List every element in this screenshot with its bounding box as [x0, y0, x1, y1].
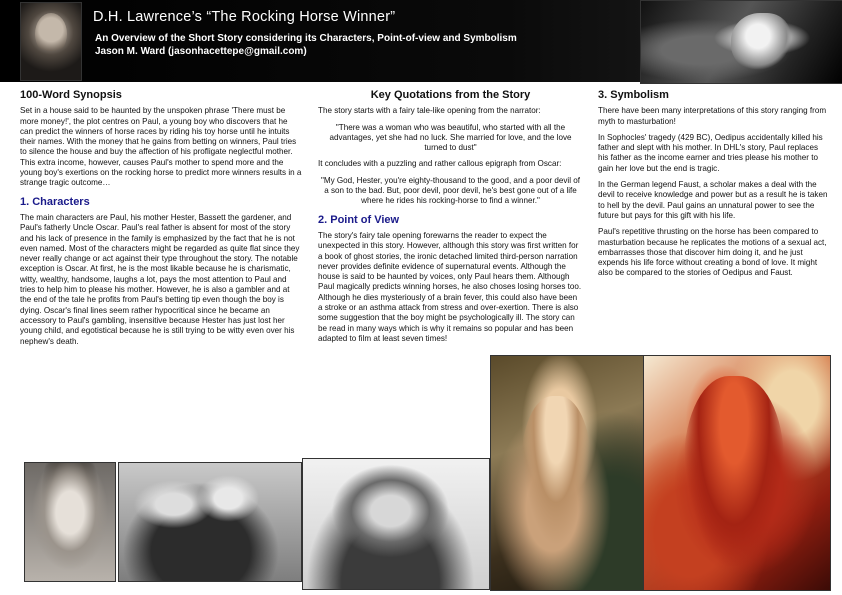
point-of-view-heading: 2. Point of View — [318, 213, 400, 226]
right-column — [598, 90, 828, 285]
quotations-intro: The story starts with a fairy tale-like opening from the narrator: — [318, 106, 541, 116]
synopsis-heading: 100-Word Synopsis — [20, 89, 122, 101]
header-banner — [0, 0, 842, 82]
point-of-view-text: The story's fairy tale opening forewarns the reader to expect the unexpected in this story. However, although this story was first written for a book of ghost stories, the ironic detached limited third-person narration never provides definite evidence of supernatural events. Although the house is said to be haunted by voices, only Paul hears them. Although Paul magically predicts winning horses, he also choses losing horses too. Although he dies mysteriously of a brain fever, this could also have been a stroke or an asthma attack from stress and over-exertion. There is also some suggestion that the boy might be psychologically ill. The story can be read in many ways which is why it remains so popular and has been adapted to film at least seven times! — [318, 230, 582, 343]
symbolism-heading: 3. Symbolism — [598, 89, 669, 101]
characters-text: The main characters are Paul, his mother Hester, Bassett the gardener, and Paul's fatherly Uncle Oscar. Paul's real father is absent for most of the story and his lack of presence in the family is emphasized by the fact that he is not even named. Most of the characters might be regarded as quite flat since they never really change or act against their type throughout the story. The notable exception is Oscar. At first, he is the most likable because he is charismatic, witty, wealthy, handsome, laughs a lot, pays the most attention to Paul and tries to help him to please his mother. However, he is also a gambler and at the end of the tale he profits from Paul's betting tip even though the boy is dying. Oscar's final lines seem rather hypocritical since he became an accessory to Paul's gambling, insensitive because Hester has just lost her young child, and egotistical because he is still trying to be witty even over his nephew's death. — [20, 212, 300, 346]
left-column — [20, 90, 302, 353]
quotation-ending: "My God, Hester, you're eighty-thousand to the good, and a poor devil of a son to the bad. But, poor devil, poor devil, he's best gone out of a life where he rides his rocking-horse to find a winner." — [320, 175, 581, 206]
boy-screaming-photo — [24, 462, 116, 582]
devil-painting — [643, 355, 831, 591]
faust-painting — [490, 355, 645, 591]
page-title: D.H. Lawrence’s “The Rocking Horse Winner” — [93, 9, 396, 25]
rocking-horse-photo — [640, 0, 842, 84]
middle-column — [318, 90, 583, 350]
horse-head-shape — [731, 13, 791, 71]
devil-figure-shape — [684, 376, 784, 566]
symbolism-faust: In the German legend Faust, a scholar makes a deal with the devil to receive knowledge and power but as a result he is taken to hell by the devil. Paul gains an unnatural power to see the future but pays for this gift with his life. — [598, 180, 828, 220]
symbolism-oedipus: In Sophocles' tragedy (429 BC), Oedipus accidentally killed his father and slept with his mother. In DHL's story, Paul replaces his father as the income earner and tries please his mother to gain her love but the end is tragic. — [598, 132, 823, 173]
page-subtitle: An Overview of the Short Story considering its Characters, Point-of-view and Symbolism — [95, 33, 517, 44]
faust-figure-shape — [521, 396, 591, 546]
symbolism-masturbation: Paul's repetitive thrusting on the horse has been compared to masturbation because he replicates the motions of a sexual act, embarrasses those that discover him doing it, and he just expends his life force without creating a bond of love. It might also be compared to the stories of Oedipus and Faust. — [598, 227, 827, 278]
synopsis-text: Set in a house said to be haunted by the unspoken phrase 'There must be more money!', the plot centres on Paul, a young boy who discovers that he can predict the winners of horse races by riding his toy horse until he intuits their names. With the money that he gains from betting on winners, Paul tries to silence the house and buy the affection of his profligate neglectful mother. This extra income, however, causes Paul's mother to spend more and the young boy's exertions on the rocking horse to predict more winners results in a strange tragic outcome… — [20, 106, 302, 188]
quotation-opening: "There was a woman who was beautiful, who started with all the advantages, yet she had no luck. She married for love, and the love turned to dust" — [329, 122, 572, 153]
author-photo — [20, 2, 82, 81]
dh-lawrence-photo — [302, 458, 490, 590]
symbolism-intro: There have been many interpretations of this story ranging from myth to masturbation! — [598, 106, 827, 126]
film-still-photo — [118, 462, 302, 582]
author-face-shape — [35, 13, 67, 55]
characters-heading: 1. Characters — [20, 195, 90, 208]
quotations-bridge: It concludes with a puzzling and rather callous epigraph from Oscar: — [318, 159, 562, 169]
author-credit: Jason M. Ward (jasonhacettepe@gmail.com) — [95, 46, 307, 57]
quotations-heading: Key Quotations from the Story — [370, 89, 531, 101]
